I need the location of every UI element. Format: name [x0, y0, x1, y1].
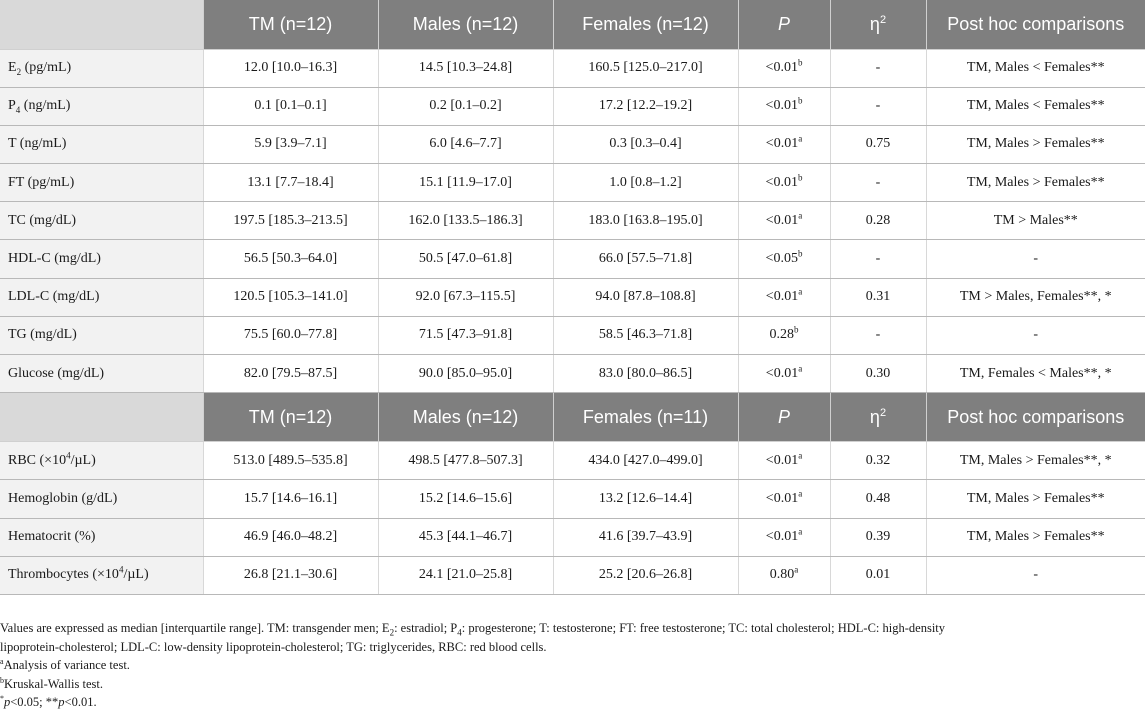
cell-tm: 56.5 [50.3–64.0]: [203, 240, 378, 278]
cell-tm: 0.1 [0.1–0.1]: [203, 87, 378, 125]
cell-tm: 46.9 [46.0–48.2]: [203, 518, 378, 556]
row-label: TG (mg/dL): [0, 316, 203, 354]
row-label: Glucose (mg/dL): [0, 355, 203, 393]
cell-post-hoc: -: [926, 556, 1145, 594]
abbreviations-note: Values are expressed as median [interquartile range]. TM: transgender men; $E_2$: estradiol; $P_4$: progesterone; T: testosterone; FT: free testosterone; TC: total cholesterol; HDL-C: high-density: [0, 621, 946, 638]
cell-males: 162.0 [133.5–186.3]: [378, 202, 553, 240]
table-row: [0, 87, 1145, 125]
abbreviations-note-continued: lipoprotein-cholesterol; LDL-C: low-density lipoprotein-cholesterol; TG: triglycerides, RBC: red blood cells.: [0, 639, 547, 654]
column-header: TM (n=12): [203, 393, 378, 442]
cell-post-hoc: TM, Males > Females**: [926, 125, 1145, 163]
cell-eta-squared: 0.28: [830, 202, 926, 240]
cell-eta-squared: -: [830, 164, 926, 202]
column-header: P: [738, 393, 830, 442]
table-footnotes: [0, 619, 1145, 712]
cell-males: 0.2 [0.1–0.2]: [378, 87, 553, 125]
cell-females: 83.0 [80.0–86.5]: [553, 355, 738, 393]
cell-eta-squared: 0.32: [830, 442, 926, 480]
cell-eta-squared: 0.39: [830, 518, 926, 556]
eta-squared-header: $\eta^2$: [830, 0, 926, 49]
cell-males: 15.2 [14.6–15.6]: [378, 480, 553, 518]
cell-tm: 15.7 [14.6–16.1]: [203, 480, 378, 518]
cell-post-hoc: TM, Males > Females**: [926, 164, 1145, 202]
table-row: [0, 480, 1145, 518]
cell-p-value: <0.01$^a$: [738, 442, 830, 480]
cell-p-value: 0.28$^b$: [738, 316, 830, 354]
header-row: [0, 0, 1145, 49]
cell-tm: 75.5 [60.0–77.8]: [203, 316, 378, 354]
cell-post-hoc: TM > Males, Females**, *: [926, 278, 1145, 316]
row-label: FT (pg/mL): [0, 164, 203, 202]
cell-males: 71.5 [47.3–91.8]: [378, 316, 553, 354]
column-header: Females (n=12): [553, 0, 738, 49]
cell-tm: 13.1 [7.7–18.4]: [203, 164, 378, 202]
table-row: [0, 125, 1145, 163]
significance-note: *p<0.05; **p<0.01.: [0, 693, 97, 709]
cell-females: 58.5 [46.3–71.8]: [553, 316, 738, 354]
table-row: [0, 278, 1145, 316]
cell-females: 1.0 [0.8–1.2]: [553, 164, 738, 202]
cell-p-value: <0.01$^a$: [738, 278, 830, 316]
cell-tm: 26.8 [21.1–30.6]: [203, 556, 378, 594]
cell-females: 434.0 [427.0–499.0]: [553, 442, 738, 480]
cell-eta-squared: -: [830, 49, 926, 87]
table-row: [0, 202, 1145, 240]
row-label: Hemoglobin (g/dL): [0, 480, 203, 518]
cell-males: 498.5 [477.8–507.3]: [378, 442, 553, 480]
cell-post-hoc: TM, Males > Females**, *: [926, 442, 1145, 480]
cell-p-value: <0.01$^b$: [738, 87, 830, 125]
column-header: Females (n=11): [553, 393, 738, 442]
cell-females: 17.2 [12.2–19.2]: [553, 87, 738, 125]
cell-eta-squared: -: [830, 240, 926, 278]
column-header: TM (n=12): [203, 0, 378, 49]
cell-eta-squared: 0.48: [830, 480, 926, 518]
cell-p-value: <0.01$^a$: [738, 355, 830, 393]
column-header: Males (n=12): [378, 0, 553, 49]
cell-tm: 5.9 [3.9–7.1]: [203, 125, 378, 163]
row-label: $E_2$ (pg/mL): [0, 49, 203, 87]
column-header: Males (n=12): [378, 393, 553, 442]
table-row: [0, 518, 1145, 556]
table-row: [0, 355, 1145, 393]
header-row: [0, 393, 1145, 442]
cell-eta-squared: -: [830, 87, 926, 125]
cell-males: 24.1 [21.0–25.8]: [378, 556, 553, 594]
cell-post-hoc: -: [926, 240, 1145, 278]
row-label: Hematocrit (%): [0, 518, 203, 556]
cell-males: 15.1 [11.9–17.0]: [378, 164, 553, 202]
cell-females: 160.5 [125.0–217.0]: [553, 49, 738, 87]
cell-p-value: <0.01$^a$: [738, 480, 830, 518]
cell-eta-squared: -: [830, 316, 926, 354]
footnote-a: $^a$Analysis of variance test.: [0, 656, 130, 672]
cell-eta-squared: 0.30: [830, 355, 926, 393]
cell-p-value: <0.01$^a$: [738, 125, 830, 163]
cell-p-value: <0.01$^a$: [738, 518, 830, 556]
column-header: [0, 393, 203, 442]
cell-p-value: <0.01$^a$: [738, 202, 830, 240]
cell-males: 92.0 [67.3–115.5]: [378, 278, 553, 316]
cell-p-value: <0.01$^b$: [738, 49, 830, 87]
cell-tm: 120.5 [105.3–141.0]: [203, 278, 378, 316]
cell-tm: 82.0 [79.5–87.5]: [203, 355, 378, 393]
cell-females: 13.2 [12.6–14.4]: [553, 480, 738, 518]
cell-females: 25.2 [20.6–26.8]: [553, 556, 738, 594]
cell-post-hoc: TM > Males**: [926, 202, 1145, 240]
cell-eta-squared: 0.31: [830, 278, 926, 316]
cell-females: 183.0 [163.8–195.0]: [553, 202, 738, 240]
cell-post-hoc: TM, Males > Females**: [926, 518, 1145, 556]
eta-squared-header: $\eta^2$: [830, 393, 926, 442]
cell-p-value: 0.80$^a$: [738, 556, 830, 594]
table-row: [0, 240, 1145, 278]
cell-females: 41.6 [39.7–43.9]: [553, 518, 738, 556]
row-label: Thrombocytes $(\times 10^4/\mu L)$: [0, 556, 203, 594]
column-header: P: [738, 0, 830, 49]
cell-males: 90.0 [85.0–95.0]: [378, 355, 553, 393]
table-row: [0, 49, 1145, 87]
cell-eta-squared: 0.01: [830, 556, 926, 594]
cell-males: 6.0 [4.6–7.7]: [378, 125, 553, 163]
cell-post-hoc: -: [926, 316, 1145, 354]
cell-tm: 513.0 [489.5–535.8]: [203, 442, 378, 480]
row-label: LDL-C (mg/dL): [0, 278, 203, 316]
cell-males: 50.5 [47.0–61.8]: [378, 240, 553, 278]
row-label: TC (mg/dL): [0, 202, 203, 240]
cell-tm: 12.0 [10.0–16.3]: [203, 49, 378, 87]
row-label: RBC $(\times 10^4/\mu L)$: [0, 442, 203, 480]
cell-eta-squared: 0.75: [830, 125, 926, 163]
column-header: Post hoc comparisons: [926, 0, 1145, 49]
footnote-b: $^b$Kruskal-Wallis test.: [0, 675, 103, 691]
cell-p-value: <0.01$^b$: [738, 164, 830, 202]
table-row: [0, 316, 1145, 354]
column-header: [0, 0, 203, 49]
row-label: T (ng/mL): [0, 125, 203, 163]
column-header: Post hoc comparisons: [926, 393, 1145, 442]
table-row: [0, 164, 1145, 202]
cell-females: 0.3 [0.3–0.4]: [553, 125, 738, 163]
cell-p-value: <0.05$^b$: [738, 240, 830, 278]
cell-males: 14.5 [10.3–24.8]: [378, 49, 553, 87]
cell-females: 94.0 [87.8–108.8]: [553, 278, 738, 316]
table-row: [0, 442, 1145, 480]
row-label: HDL-C (mg/dL): [0, 240, 203, 278]
cell-post-hoc: TM, Males > Females**: [926, 480, 1145, 518]
cell-post-hoc: TM, Males < Females**: [926, 87, 1145, 125]
row-label: $P_4$ (ng/mL): [0, 87, 203, 125]
cell-tm: 197.5 [185.3–213.5]: [203, 202, 378, 240]
cell-post-hoc: TM, Males < Females**: [926, 49, 1145, 87]
cell-males: 45.3 [44.1–46.7]: [378, 518, 553, 556]
cell-post-hoc: TM, Females < Males**, *: [926, 355, 1145, 393]
cell-females: 66.0 [57.5–71.8]: [553, 240, 738, 278]
table-row: [0, 556, 1145, 594]
